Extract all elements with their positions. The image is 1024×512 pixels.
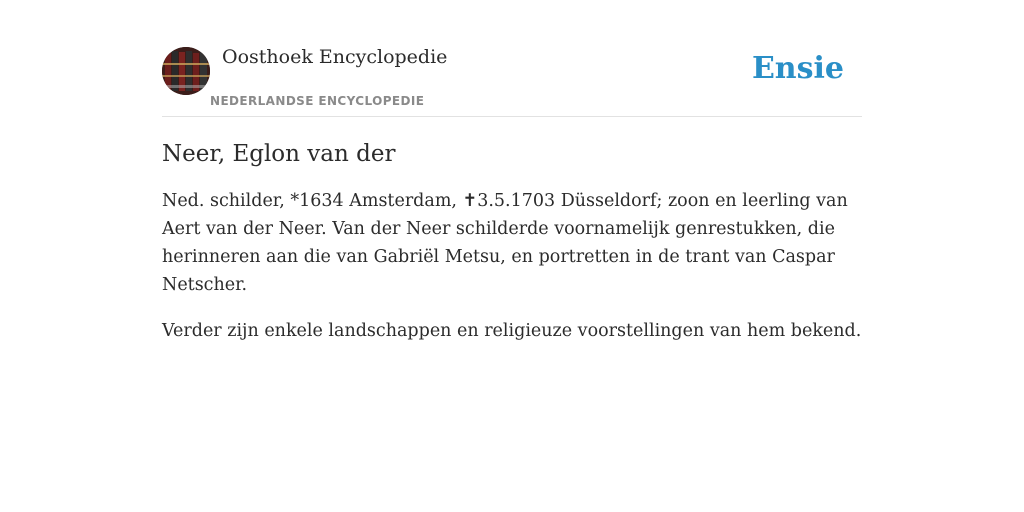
books-image xyxy=(162,47,210,95)
source-title[interactable]: Oosthoek Encyclopedie xyxy=(222,46,448,68)
entry-content xyxy=(162,138,862,363)
entry-title: Neer, Eglon van der xyxy=(162,141,396,167)
entry-paragraph: Ned. schilder, *1634 Amsterdam, ✝3.5.1703 Düsseldorf; zoon en leerling van Aert van der Neer. Van der Neer schilderde voornamelijk genrestukken, die herinneren aan die van Gabriël Metsu, en portretten in de trant van Caspar Netscher. xyxy=(162,191,848,295)
entry-paragraph: Verder zijn enkele landschappen en religieuze voorstellingen van hem bekend. xyxy=(162,321,862,341)
encyclopedia-books-avatar[interactable] xyxy=(162,47,210,95)
ensie-logo[interactable]: Ensie xyxy=(751,51,844,86)
source-header xyxy=(162,46,862,117)
source-subtitle: NEDERLANDSE ENCYCLOPEDIE xyxy=(210,94,425,108)
